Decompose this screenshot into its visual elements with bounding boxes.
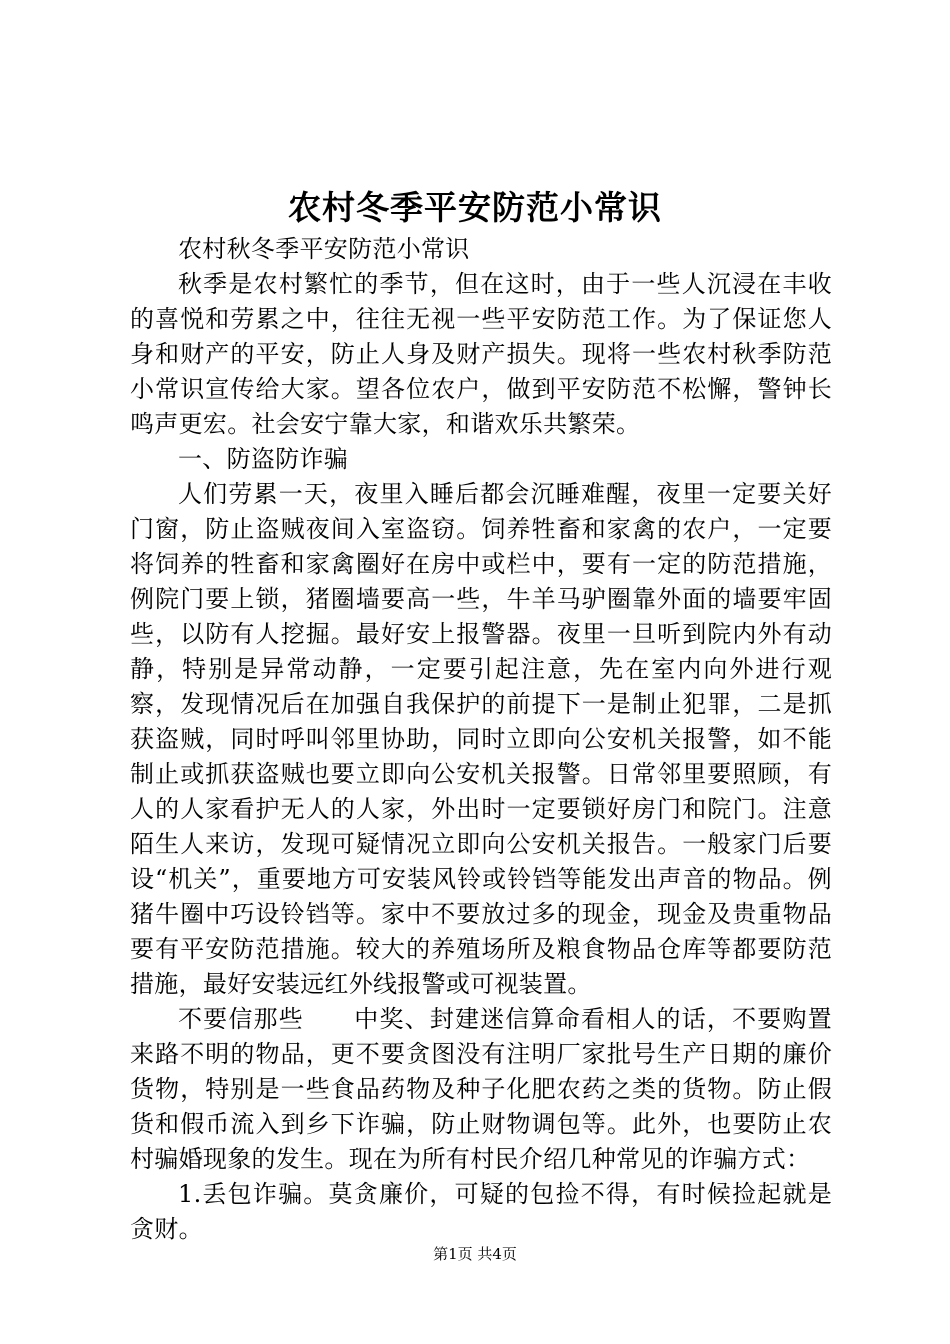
subtitle-paragraph: 农村秋冬季平安防范小常识 [178, 235, 470, 263]
document-title: 农村冬季平安防范小常识 [288, 188, 662, 227]
document-body [130, 232, 832, 1247]
anti-theft-paragraph: 人们劳累一天，夜里入睡后都会沉睡难醒，夜里一定要关好门窗，防止盗贼夜间入室盗窃。饲养牲畜和家禽的农户，一定要将饲养的牲畜和家禽圈好在房中或栏中，要有一定的防范措施，例院门要上锁，猪圈墙要高一些，牛羊马驴圈靠外面的墙要牢固些，以防有人挖掘。最好安上报警器。夜里一旦听到院内外有动静，特别是异常动静，一定要引起注意，先在室内向外进行观察，发现情况后在加强自我保护的前提下一是制止犯罪，二是抓获盗贼，同时呼叫邻里协助，同时立即向公安机关报警，如不能制止或抓获盗贼也要立即向公安机关报警。日常邻里要照顾，有人的人家看护无人的人家，外出时一定要锁好房门和院门。注意陌生人来访，发现可疑情况立即向公安机关报告。一般家门后要设“机关”，重要地方可安装风铃或铃铛等能发出声音的物品。例猪牛圈中巧设铃铛等。家中不要放过多的现金，现金及贵重物品要有平安防范措施。较大的养殖场所及粮食物品仓库等都要防范措施，最好安装远红外线报警或可视装置。 [130, 480, 832, 998]
list-item-1: 1.丢包诈骗。莫贪廉价，可疑的包捡不得，有时候捡起就是贪财。 [130, 1180, 832, 1243]
section-heading: 一、防盗防诈骗 [178, 445, 349, 473]
anti-fraud-paragraph: 不要信那些 中奖、封建迷信算命看相人的话，不要购置来路不明的物品，更不要贪图没有注明厂家批号生产日期的廉价货物，特别是一些食品药物及种子化肥农药之类的货物。防止假货和假币流入到乡下诈骗，防止财物调包等。此外，也要防止农村骗婚现象的发生。现在为所有村民介绍几种常见的诈骗方式： [130, 1005, 832, 1173]
page-footer: 第1页 共4页 [433, 1245, 517, 1263]
intro-paragraph: 秋季是农村繁忙的季节，但在这时，由于一些人沉浸在丰收的喜悦和劳累之中，往往无视一些平安防范工作。为了保证您人身和财产的平安，防止人身及财产损失。现将一些农村秋季防范小常识宣传给大家。望各位农户，做到平安防范不松懈，警钟长鸣声更宏。社会安宁靠大家，和谐欢乐共繁荣。 [130, 270, 832, 438]
